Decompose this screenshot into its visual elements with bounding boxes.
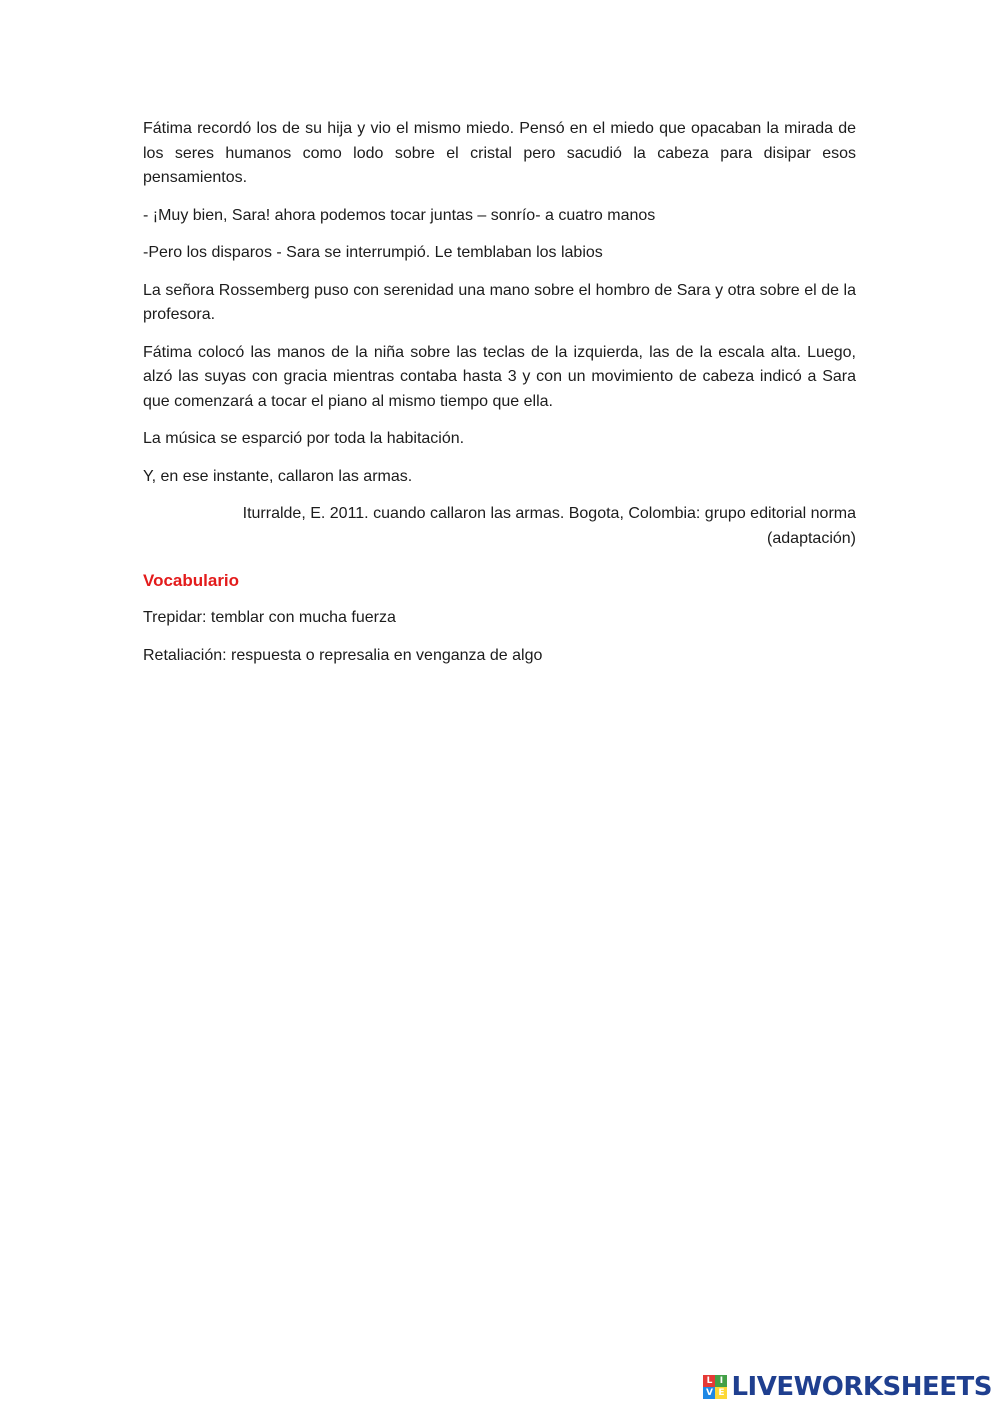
vocabulary-item-trepidar: Trepidar: temblar con mucha fuerza (143, 609, 396, 626)
vocabulary-heading: Vocabulario (143, 571, 240, 590)
story-text (143, 117, 856, 681)
paragraph-piano-hands: Fátima colocó las manos de la niña sobre las teclas de la izquierda, las de la escala alta. Luego, alzó las suyas con gracia mientras contaba hasta 3 y con un movimiento de cabeza indicó a Sara que comenzará a tocar el piano al mismo tiempo que ella. (143, 343, 856, 410)
paragraph-fatima-remembers: Fátima recordó los de su hija y vio el mismo miedo. Pensó en el miedo que opacaban la mirada de los seres humanos como lodo sobre el cristal pero sacudió la cabeza para disipar esos pensamientos. (143, 120, 856, 186)
liveworksheets-watermark (703, 1369, 992, 1405)
paragraph-arms-silenced: Y, en ese instante, callaron las armas. (143, 467, 413, 485)
liveworksheets-logo-icon (703, 1375, 727, 1399)
vocabulary-item-retaliacion: Retaliación: respuesta o represalia en venganza de algo (143, 646, 543, 664)
paragraph-senora-rossemberg: La señora Rossemberg puso con serenidad una mano sobre el hombro de Sara y otra sobre el de la profesora. (143, 281, 856, 323)
source-citation: Iturralde, E. 2011. cuando callaron las armas. Bogota, Colombia: grupo editorial norma (adaptación) (242, 505, 856, 547)
logo-letter-l: L (703, 1375, 715, 1387)
paragraph-music-spread: La música se esparció por toda la habitación. (143, 430, 465, 447)
paragraph-dialogue-disparos: -Pero los disparos - Sara se interrumpió. Le temblaban los labios (143, 244, 603, 261)
logo-letter-i: I (715, 1375, 727, 1387)
logo-letter-v: V (703, 1387, 715, 1399)
liveworksheets-wordmark: LIVEWORKSHEETS (731, 1372, 992, 1402)
paragraph-dialogue-muy-bien: - ¡Muy bien, Sara! ahora podemos tocar juntas – sonrío- a cuatro manos (143, 206, 656, 224)
logo-letter-e: E (715, 1387, 727, 1399)
